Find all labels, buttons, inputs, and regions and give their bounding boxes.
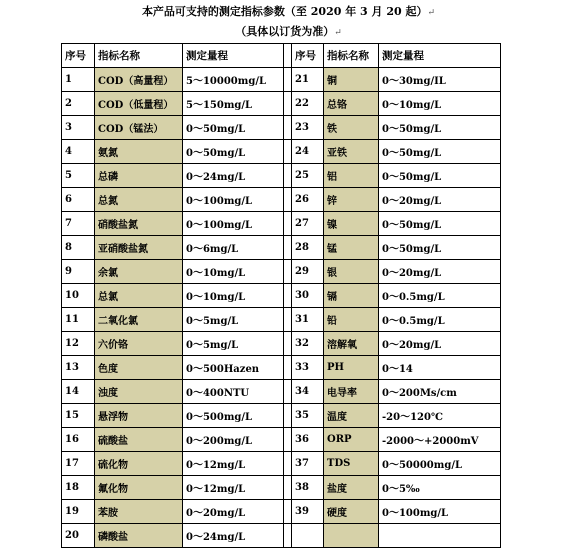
row-number-cell-right: 32 bbox=[292, 332, 324, 356]
measurement-range-cell-right: 0～20mg/L bbox=[379, 260, 501, 284]
table-row bbox=[62, 524, 501, 548]
header-range: 测定量程 bbox=[183, 44, 284, 68]
parameter-name-cell: 氨氮 bbox=[95, 140, 183, 164]
gap-cell bbox=[284, 452, 292, 476]
table-header-row bbox=[62, 44, 501, 68]
row-number-cell: 18 bbox=[62, 476, 95, 500]
row-number-cell: 2 bbox=[62, 92, 95, 116]
measurement-range-cell: 0～6mg/L bbox=[183, 236, 284, 260]
row-number-cell: 15 bbox=[62, 404, 95, 428]
table-row bbox=[62, 68, 501, 92]
page-subtitle-text: （具体以订货为准） bbox=[235, 25, 335, 38]
row-number-cell-right: 29 bbox=[292, 260, 324, 284]
gap-cell bbox=[284, 308, 292, 332]
measurement-range-cell: 0～5mg/L bbox=[183, 332, 284, 356]
gap-cell bbox=[284, 260, 292, 284]
measurement-range-cell: 0～24mg/L bbox=[183, 524, 284, 548]
measurement-range-cell: 5～150mg/L bbox=[183, 92, 284, 116]
paragraph-mark-icon: ↵ bbox=[334, 28, 342, 38]
measurement-range-cell: 0～200mg/L bbox=[183, 428, 284, 452]
row-number-cell-right: 30 bbox=[292, 284, 324, 308]
measurement-range-cell-right: 0～30mg/IL bbox=[379, 68, 501, 92]
parameter-name-cell-right: 硬度 bbox=[324, 500, 379, 524]
parameter-name-cell-right: TDS bbox=[324, 452, 379, 476]
row-number-cell-right: 35 bbox=[292, 404, 324, 428]
gap-cell bbox=[284, 164, 292, 188]
row-number-cell-right: 28 bbox=[292, 236, 324, 260]
parameter-name-cell-right: ORP bbox=[324, 428, 379, 452]
table-row bbox=[62, 164, 501, 188]
page-title bbox=[0, 3, 577, 19]
measurement-range-cell-right: 0～50mg/L bbox=[379, 236, 501, 260]
measurement-range-cell-right: -20～120℃ bbox=[379, 404, 501, 428]
table-row bbox=[62, 284, 501, 308]
table-row bbox=[62, 308, 501, 332]
gap-cell bbox=[284, 404, 292, 428]
row-number-cell-right: 23 bbox=[292, 116, 324, 140]
row-number-cell-right: 22 bbox=[292, 92, 324, 116]
parameter-name-cell: 亚硝酸盐氮 bbox=[95, 236, 183, 260]
measurement-range-cell: 0～50mg/L bbox=[183, 140, 284, 164]
measurement-range-cell-right: 0～50000mg/L bbox=[379, 452, 501, 476]
measurement-range-cell: 0～5mg/L bbox=[183, 308, 284, 332]
measurement-range-cell-right: 0～50mg/L bbox=[379, 164, 501, 188]
measurement-range-cell: 0～12mg/L bbox=[183, 476, 284, 500]
gap-cell bbox=[284, 92, 292, 116]
page-subtitle bbox=[0, 23, 577, 39]
parameter-name-cell-right: PH bbox=[324, 356, 379, 380]
table-row bbox=[62, 140, 501, 164]
row-number-cell-right: 25 bbox=[292, 164, 324, 188]
gap-cell bbox=[284, 356, 292, 380]
parameter-name-cell-right: 铝 bbox=[324, 164, 379, 188]
header-name-right: 指标名称 bbox=[324, 44, 379, 68]
measurement-range-cell-right: 0～5‰ bbox=[379, 476, 501, 500]
row-number-cell-right: 33 bbox=[292, 356, 324, 380]
header-range-right: 测定量程 bbox=[379, 44, 501, 68]
measurement-range-cell: 0～500Hazen bbox=[183, 356, 284, 380]
table-row bbox=[62, 116, 501, 140]
parameter-name-cell: 氟化物 bbox=[95, 476, 183, 500]
parameter-name-cell: 苯胺 bbox=[95, 500, 183, 524]
gap-cell bbox=[284, 188, 292, 212]
page-title-text: 本产品可支持的测定指标参数（至 2020 年 3 月 20 起） bbox=[141, 5, 428, 18]
row-number-cell-right: 27 bbox=[292, 212, 324, 236]
parameter-name-cell: 硫化物 bbox=[95, 452, 183, 476]
row-number-cell: 17 bbox=[62, 452, 95, 476]
parameter-name-cell-right: 镉 bbox=[324, 284, 379, 308]
parameter-name-cell: 总氮 bbox=[95, 188, 183, 212]
parameter-name-cell-right: 溶解氧 bbox=[324, 332, 379, 356]
parameter-name-cell-right: 亚铁 bbox=[324, 140, 379, 164]
parameter-name-cell: 总氯 bbox=[95, 284, 183, 308]
measurement-range-cell: 0～100mg/L bbox=[183, 188, 284, 212]
gap-cell bbox=[284, 284, 292, 308]
measurement-range-cell: 0～24mg/L bbox=[183, 164, 284, 188]
table-row bbox=[62, 452, 501, 476]
table-row bbox=[62, 236, 501, 260]
parameter-name-cell: 悬浮物 bbox=[95, 404, 183, 428]
measurement-range-cell-right: 0～0.5mg/L bbox=[379, 308, 501, 332]
table-row bbox=[62, 380, 501, 404]
measurement-range-cell-right: 0～50mg/L bbox=[379, 116, 501, 140]
measurement-range-cell: 0～500mg/L bbox=[183, 404, 284, 428]
row-number-cell-right: 24 bbox=[292, 140, 324, 164]
parameter-name-cell: 六价铬 bbox=[95, 332, 183, 356]
row-number-cell: 8 bbox=[62, 236, 95, 260]
row-number-cell: 19 bbox=[62, 500, 95, 524]
parameter-name-cell-right: 锰 bbox=[324, 236, 379, 260]
measurement-range-cell: 0～12mg/L bbox=[183, 452, 284, 476]
table-row bbox=[62, 476, 501, 500]
parameter-name-cell-right bbox=[324, 524, 379, 548]
row-number-cell: 13 bbox=[62, 356, 95, 380]
parameter-name-cell: 硝酸盐氮 bbox=[95, 212, 183, 236]
row-number-cell: 5 bbox=[62, 164, 95, 188]
gap-cell bbox=[284, 212, 292, 236]
row-number-cell-right bbox=[292, 524, 324, 548]
measurement-range-cell-right: 0～20mg/L bbox=[379, 188, 501, 212]
parameter-name-cell-right: 锌 bbox=[324, 188, 379, 212]
parameter-name-cell-right: 镍 bbox=[324, 212, 379, 236]
measurement-range-cell-right: 0～10mg/L bbox=[379, 92, 501, 116]
row-number-cell-right: 31 bbox=[292, 308, 324, 332]
row-number-cell-right: 34 bbox=[292, 380, 324, 404]
row-number-cell-right: 21 bbox=[292, 68, 324, 92]
gap-cell bbox=[284, 476, 292, 500]
parameter-name-cell-right: 银 bbox=[324, 260, 379, 284]
parameters-table bbox=[61, 43, 501, 548]
measurement-range-cell: 0～10mg/L bbox=[183, 260, 284, 284]
table-row bbox=[62, 428, 501, 452]
parameter-name-cell-right: 铁 bbox=[324, 116, 379, 140]
gap-cell bbox=[284, 524, 292, 548]
row-number-cell: 12 bbox=[62, 332, 95, 356]
measurement-range-cell-right: -2000～+2000mV bbox=[379, 428, 501, 452]
measurement-range-cell: 5～10000mg/L bbox=[183, 68, 284, 92]
gap-cell bbox=[284, 380, 292, 404]
parameter-name-cell: 硫酸盐 bbox=[95, 428, 183, 452]
parameter-name-cell-right: 盐度 bbox=[324, 476, 379, 500]
measurement-range-cell: 0～20mg/L bbox=[183, 500, 284, 524]
table-row bbox=[62, 356, 501, 380]
row-number-cell: 10 bbox=[62, 284, 95, 308]
row-number-cell: 20 bbox=[62, 524, 95, 548]
gap-cell bbox=[284, 140, 292, 164]
parameter-name-cell-right: 铅 bbox=[324, 308, 379, 332]
header-no-right: 序号 bbox=[292, 44, 324, 68]
table-row bbox=[62, 332, 501, 356]
measurement-range-cell-right: 0～0.5mg/L bbox=[379, 284, 501, 308]
measurement-range-cell-right bbox=[379, 524, 501, 548]
parameter-name-cell: 磷酸盐 bbox=[95, 524, 183, 548]
row-number-cell: 9 bbox=[62, 260, 95, 284]
table-row bbox=[62, 212, 501, 236]
row-number-cell: 7 bbox=[62, 212, 95, 236]
row-number-cell: 4 bbox=[62, 140, 95, 164]
measurement-range-cell-right: 0～50mg/L bbox=[379, 212, 501, 236]
row-number-cell: 16 bbox=[62, 428, 95, 452]
measurement-range-cell: 0～10mg/L bbox=[183, 284, 284, 308]
header-no: 序号 bbox=[62, 44, 95, 68]
parameter-name-cell: COD（高量程） bbox=[95, 68, 183, 92]
measurement-range-cell-right: 0～14 bbox=[379, 356, 501, 380]
row-number-cell: 1 bbox=[62, 68, 95, 92]
parameter-name-cell-right: 温度 bbox=[324, 404, 379, 428]
row-number-cell: 11 bbox=[62, 308, 95, 332]
parameter-name-cell-right: 总铬 bbox=[324, 92, 379, 116]
parameter-name-cell: 浊度 bbox=[95, 380, 183, 404]
row-number-cell-right: 37 bbox=[292, 452, 324, 476]
row-number-cell-right: 39 bbox=[292, 500, 324, 524]
row-number-cell: 14 bbox=[62, 380, 95, 404]
measurement-range-cell-right: 0～20mg/L bbox=[379, 332, 501, 356]
table-row bbox=[62, 500, 501, 524]
row-number-cell-right: 38 bbox=[292, 476, 324, 500]
parameter-name-cell: 总磷 bbox=[95, 164, 183, 188]
gap-cell bbox=[284, 68, 292, 92]
header-gap bbox=[284, 44, 292, 68]
table-body bbox=[62, 68, 501, 548]
gap-cell bbox=[284, 236, 292, 260]
gap-cell bbox=[284, 332, 292, 356]
gap-cell bbox=[284, 116, 292, 140]
parameter-name-cell: COD（锰法） bbox=[95, 116, 183, 140]
parameter-name-cell: 二氧化氯 bbox=[95, 308, 183, 332]
measurement-range-cell-right: 0～100mg/L bbox=[379, 500, 501, 524]
table-row bbox=[62, 92, 501, 116]
table-row bbox=[62, 260, 501, 284]
measurement-range-cell: 0～400NTU bbox=[183, 380, 284, 404]
parameter-name-cell: 余氯 bbox=[95, 260, 183, 284]
row-number-cell: 3 bbox=[62, 116, 95, 140]
row-number-cell-right: 36 bbox=[292, 428, 324, 452]
row-number-cell-right: 26 bbox=[292, 188, 324, 212]
parameter-name-cell: 色度 bbox=[95, 356, 183, 380]
measurement-range-cell-right: 0～50mg/L bbox=[379, 140, 501, 164]
parameter-name-cell-right: 电导率 bbox=[324, 380, 379, 404]
table-row bbox=[62, 404, 501, 428]
paragraph-mark-icon: ↵ bbox=[427, 8, 436, 18]
header-name: 指标名称 bbox=[95, 44, 183, 68]
table-row bbox=[62, 188, 501, 212]
parameter-name-cell: COD（低量程） bbox=[95, 92, 183, 116]
gap-cell bbox=[284, 428, 292, 452]
parameter-name-cell-right: 铜 bbox=[324, 68, 379, 92]
measurement-range-cell: 0～100mg/L bbox=[183, 212, 284, 236]
row-number-cell: 6 bbox=[62, 188, 95, 212]
measurement-range-cell-right: 0～200Ms/cm bbox=[379, 380, 501, 404]
gap-cell bbox=[284, 500, 292, 524]
measurement-range-cell: 0～50mg/L bbox=[183, 116, 284, 140]
